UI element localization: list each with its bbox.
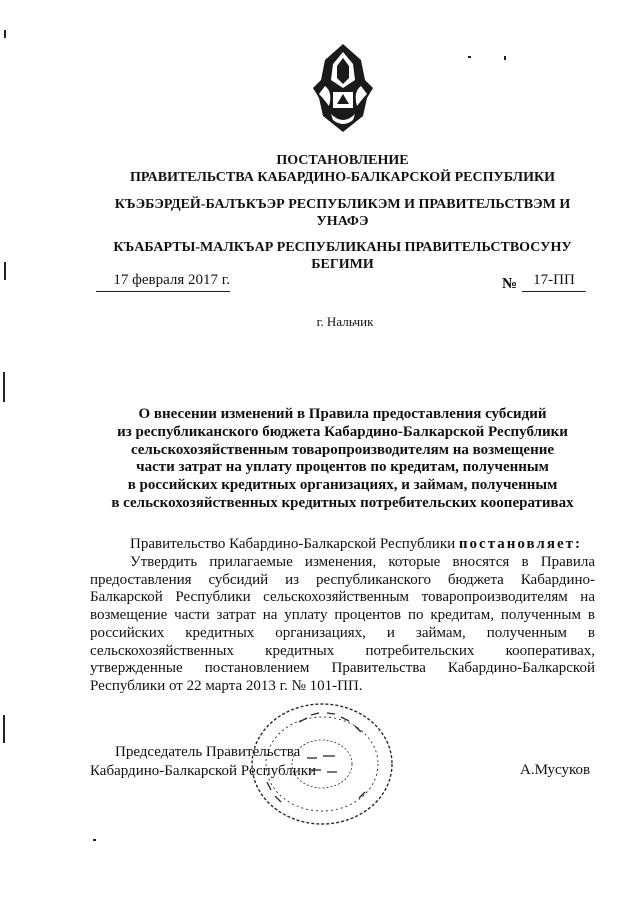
- scan-mark: [504, 56, 506, 60]
- decree-verb: постановляет:: [458, 536, 582, 552]
- title-line: части затрат на уплату процентов по кредитам, полученным: [136, 459, 549, 476]
- heading-balkar: [90, 239, 595, 273]
- decree-intro-paragraph: [90, 536, 595, 554]
- coat-of-arms-icon: [303, 40, 383, 136]
- decree-intro: Правительство Кабардино-Балкарской Республики: [130, 536, 456, 552]
- title-line: в российских кредитных организациях, и займам, полученным: [127, 477, 558, 494]
- scan-mark: [3, 715, 5, 743]
- heading-line: КЪАБАРТЫ-МАЛКЪАР РЕСПУБЛИКАНЫ ПРАВИТЕЛЬСТВОСУНУ: [113, 240, 572, 255]
- title-line: из республиканского бюджета Кабардино-Балкарской Республики: [117, 423, 568, 440]
- title-line: сельскохозяйственным товаропроизводителям на возмещение: [130, 441, 555, 458]
- scan-mark: [93, 839, 96, 841]
- title-line: в сельскохозяйственных кредитных потребительских кооперативах: [111, 494, 574, 511]
- scan-mark: [4, 262, 6, 280]
- body-paragraph: Утвердить прилагаемые изменения, которые вносятся в Правила предоставления субсидий из республиканского бюджета Кабардино-Балкарской Республики сельскохозяйственным товаропроизводителям на возмещение части затрат на уплату процентов по кредитам, полученным в российских кредитных организациях, и займам, полученным в сельскохозяйственных кредитных потребительских кооперативах, утвержденные постановлением Правительства Кабардино-Балкарской Республики от 22 марта 2013 г. № 101-ПП.: [90, 554, 595, 694]
- heading-line: УНАФЭ: [316, 214, 369, 229]
- heading-line: БЕГИМИ: [311, 257, 374, 272]
- scan-mark: [3, 372, 5, 402]
- signature-title-line: Председатель Правительства: [115, 744, 301, 760]
- title-line: О внесении изменений в Правила предоставления субсидий: [138, 406, 547, 422]
- heading-kabardian: [90, 196, 595, 230]
- document-title: [90, 406, 595, 513]
- document-date: 17 февраля 2017 г.: [96, 272, 230, 292]
- document-number: 17-ПП: [522, 272, 586, 292]
- signatory-name: А.Мусуков: [520, 762, 591, 778]
- scan-mark: [468, 56, 471, 58]
- heading-line: КЪЭБЭРДЕЙ-БАЛЪКЪЭР РЕСПУБЛИКЭМ И ПРАВИТЕЛЬСТВЭМ И: [114, 197, 571, 212]
- number-label: №: [502, 276, 518, 292]
- heading-line: ПОСТАНОВЛЕНИЕ: [276, 153, 409, 168]
- city: г. Нальчик: [316, 314, 374, 329]
- heading-line: ПРАВИТЕЛЬСТВА КАБАРДИНО-БАЛКАРСКОЙ РЕСПУБЛИКИ: [129, 170, 556, 185]
- signature-title: [90, 743, 316, 781]
- scan-mark: [4, 30, 6, 38]
- heading-russian: [90, 152, 595, 186]
- signature-title-line: Кабардино-Балкарской Республики: [90, 763, 317, 779]
